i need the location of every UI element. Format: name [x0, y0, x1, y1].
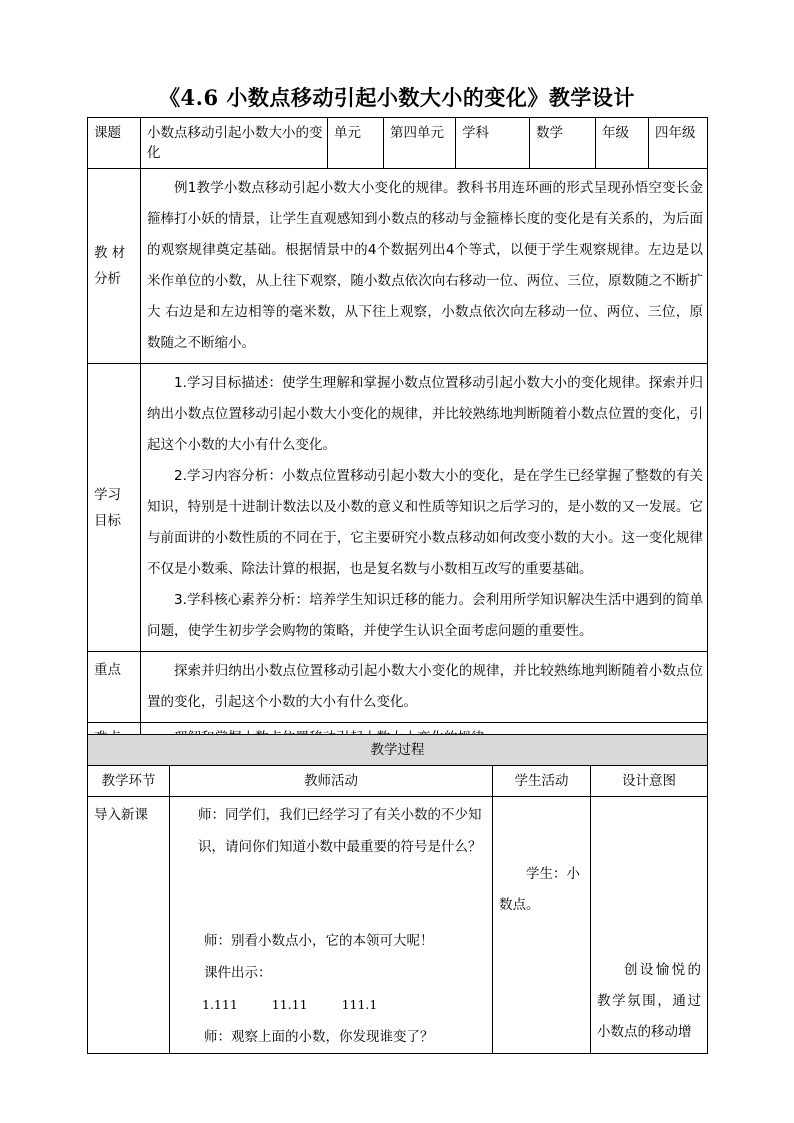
stage-intro: 导入新课 — [88, 797, 170, 1054]
topic-value: 小数点移动引起小数大小的变化 — [141, 118, 328, 169]
student-activity-cell — [493, 797, 591, 1054]
material-analysis-row — [88, 169, 708, 364]
col-teacher-header: 教师活动 — [170, 766, 493, 797]
col-stage-header: 教学环节 — [88, 766, 170, 797]
key-point-row — [88, 652, 708, 723]
goal-description: 1.学习目标描述：使学生理解和掌握小数点位置移动引起小数大小的变化规律。探索并归纳出小数点位置移动引起小数大小变化的规律，并比较熟练地判断随着小数点位置的变化，引起这个小数的大小有什么变化。 — [147, 375, 703, 453]
number-2: 11.11 — [271, 997, 308, 1012]
process-heading: 教学过程 — [88, 735, 708, 766]
process-column-headers — [88, 766, 708, 797]
grade-label: 年级 — [596, 118, 649, 169]
intro-row — [88, 797, 708, 1054]
intent-cell — [591, 797, 708, 1054]
number-3: 111.1 — [341, 997, 378, 1012]
content-analysis: 2.学习内容分析：小数点位置移动引起小数大小的变化，是在学生已经掌握了整数的有关知识，特别是十进制计数法以及小数的意义和性质等知识之后学习的，是小数的又一发展。它与前面讲的小数性质的不同在于，它主要研究小数点移动如何改变小数的大小。这一变化规律不仅是小数乘、除法计算的根据，也是复名数与小数相互改写的重要基础。 — [147, 468, 703, 577]
teaching-process-table — [87, 734, 708, 1054]
lesson-info-table — [87, 117, 708, 755]
key-point-label: 重点 — [88, 652, 141, 723]
teacher-question: 师：同学们，我们已经学习了有关小数的不少知识，请问你们知道小数中最重要的符号是什么？ — [198, 807, 482, 855]
teacher-observe-question: 师：观察上面的小数，你发现谁变了？ — [204, 1029, 434, 1045]
unit-value: 第四单元 — [384, 118, 456, 169]
col-student-header: 学生活动 — [493, 766, 591, 797]
topic-label: 课题 — [88, 118, 141, 169]
learning-goals-cell — [141, 364, 708, 652]
teacher-activity-cell — [170, 797, 493, 1054]
material-analysis-label: 教 材 分析 — [88, 169, 141, 364]
grade-value: 四年级 — [649, 118, 708, 169]
core-literacy: 3.学科核心素养分析：培养学生知识迁移的能力。会利用所学知识解决生活中遇到的简单问题，使学生初步学会购物的策略，并使学生认识全面考虑问题的重要性。 — [147, 592, 703, 639]
header-row — [88, 118, 708, 169]
subject-label: 学科 — [456, 118, 530, 169]
material-analysis-text: 例1教学小数点移动引起小数大小变化的规律。教科书用连环画的形式呈现孙悟空变长金箍棒打小妖的情景，让学生直观感知到小数点的移动与金箍棒长度的变化是有关系的，为后面的观察规律奠定基础。根据情景中的4个数据列出4个等式，以便于学生观察规律。左边是以米作单位的小数，从上往下观察，随小数点依次向右移动一位、两位、三位，原数随之不断扩大 右边是和左边相等的毫米数，从下往上观察，小数点依次向左移动一位、两位、三位，原数随之不断缩小。 — [147, 180, 703, 351]
number-1: 1.111 — [202, 997, 238, 1012]
unit-label: 单元 — [328, 118, 384, 169]
teacher-remark: 师：别看小数点小，它的本领可大呢！ — [204, 933, 434, 949]
key-point-cell — [141, 652, 708, 723]
col-intent-header: 设计意图 — [591, 766, 708, 797]
learning-goals-label: 学习 目标 — [88, 364, 141, 652]
key-point-text: 探索并归纳出小数点位置移动引起小数大小变化的规律，并比较熟练地判断随着小数点位置的变化，引起这个小数的大小有什么变化。 — [147, 663, 703, 710]
number-list — [198, 989, 484, 1021]
courseware-label: 课件出示： — [204, 965, 272, 981]
process-heading-row — [88, 735, 708, 766]
subject-value: 数学 — [530, 118, 596, 169]
document-title: 《4.6 小数点移动引起小数大小的变化》教学设计 — [159, 85, 635, 110]
intent-text: 创设愉悦的教学氛围，通过小数点的移动增 — [597, 962, 701, 1040]
material-analysis-cell — [141, 169, 708, 364]
student-answer: 学生：小数点。 — [499, 866, 580, 913]
learning-goals-row — [88, 364, 708, 652]
